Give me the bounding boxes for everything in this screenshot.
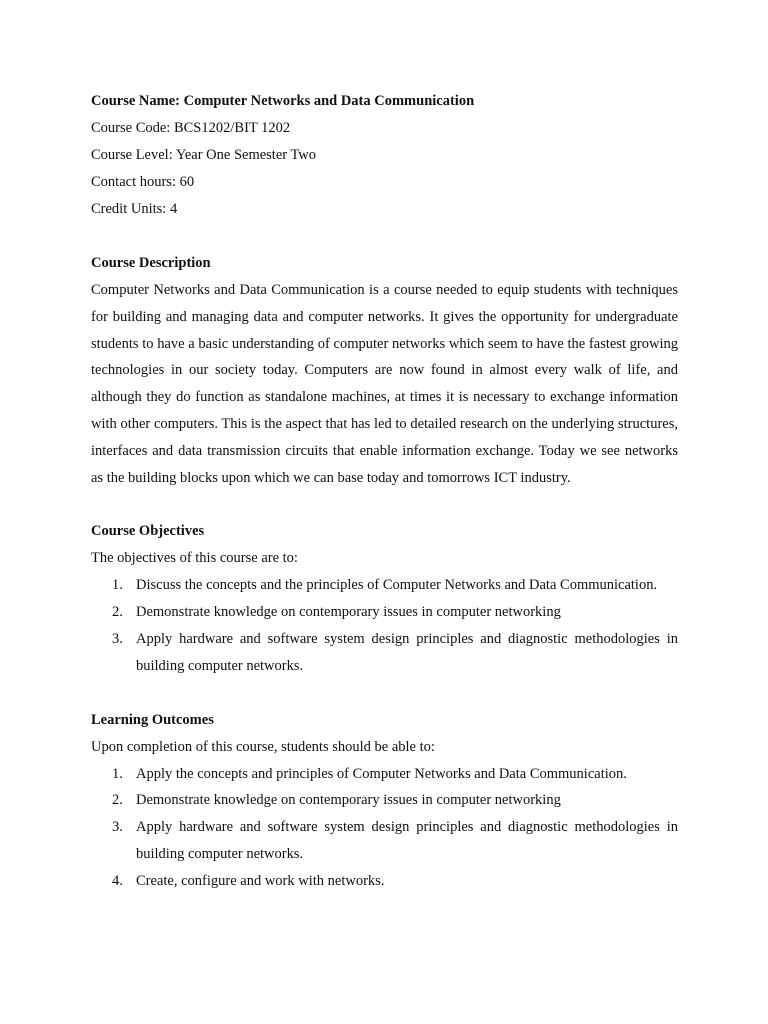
list-item-text: Discuss the concepts and the principles of Computer Networks and Data Communication. [136,577,658,594]
contact-hours: Contact hours: 60 [91,174,195,190]
outcomes-heading: Learning Outcomes [91,711,214,728]
spacer [91,223,678,250]
list-number: 4. [112,872,123,889]
list-item [91,626,678,680]
list-item [91,599,678,626]
credit-units: Credit Units: 4 [91,201,178,217]
description-heading: Course Description [91,255,211,271]
objectives-intro: The objectives of this course are to: [91,550,298,567]
outcomes-intro: Upon completion of this course, students should be able to: [91,738,435,755]
list-item-text: Create, configure and work with networks. [136,872,385,889]
list-number: 3. [112,630,123,647]
list-number: 2. [112,604,123,621]
list-number: 2. [112,792,123,809]
course-level: Course Level: Year One Semester Two [91,147,317,163]
list-item [91,814,678,868]
list-number: 3. [112,819,123,836]
list-item [91,787,678,814]
list-number: 1. [112,765,123,782]
spacer [91,491,678,518]
spacer [91,680,678,707]
objectives-list [91,572,678,679]
list-item [91,572,678,599]
list-item-text: Apply hardware and software system design principles and diagnostic methodologies in building computer networks. [136,630,678,674]
list-item-text: Demonstrate knowledge on contemporary issues in computer networking [136,792,561,809]
course-name: Course Name: Computer Networks and Data Communication [91,93,475,109]
list-item-text: Apply hardware and software system design principles and diagnostic methodologies in building computer networks. [136,819,678,862]
objectives-heading: Course Objectives [91,523,205,540]
outcomes-list [91,761,678,895]
list-item-text: Apply the concepts and principles of Computer Networks and Data Communication. [136,765,627,782]
list-item-text: Demonstrate knowledge on contemporary issues in computer networking [136,604,561,621]
course-code: Course Code: BCS1202/BIT 1202 [91,120,291,136]
list-item [91,868,678,895]
description-paragraph: Computer Networks and Data Communication is a course needed to equip students with techniques for building and managing data and computer networks. It gives the opportunity for undergraduate students to have a basic understanding of computer networks which seem to have the fastest growing technologies in our society today. Computers are now found in almost every walk of life, and although they do function as standalone machines, at times it is necessary to exchange information with other computers. This is the aspect that has led to detailed research on the underlying structures, interfaces and data transmission circuits that enable information exchange. Today we see networks as the building blocks upon which we can base today and tomorrows ICT industry. [91,282,678,486]
list-item [91,761,678,788]
list-number: 1. [112,577,123,594]
